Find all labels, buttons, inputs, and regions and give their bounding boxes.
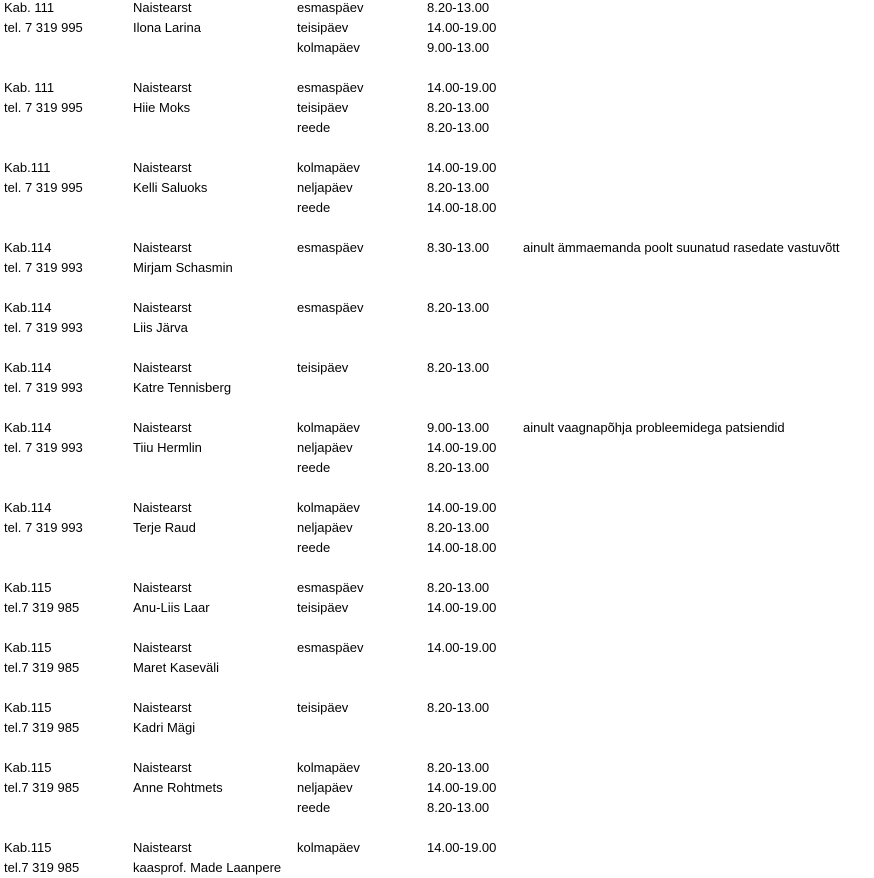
time-range: 9.00-13.00 bbox=[427, 40, 490, 55]
phone-number: tel.7 319 985 bbox=[4, 860, 80, 875]
time-range: 8.30-13.00 bbox=[427, 240, 490, 255]
weekday: esmaspäev bbox=[297, 640, 364, 655]
room-number: Kab.114 bbox=[4, 500, 52, 515]
time-range: 14.00-19.00 bbox=[427, 640, 497, 655]
weekday: teisipäev bbox=[297, 100, 349, 115]
doctor-name: Kadri Mägi bbox=[133, 720, 196, 735]
time-range: 8.20-13.00 bbox=[427, 360, 490, 375]
weekday: esmaspäev bbox=[297, 80, 364, 95]
doctor-role: Naistearst bbox=[133, 0, 192, 15]
weekday: esmaspäev bbox=[297, 300, 364, 315]
doctor-name: Mirjam Schasmin bbox=[133, 260, 233, 275]
doctor-role: Naistearst bbox=[133, 840, 192, 855]
entry-note: ainult ämmaemanda poolt suunatud rasedate vastuvõtt bbox=[523, 240, 840, 255]
weekday: kolmapäev bbox=[297, 40, 360, 55]
time-range: 14.00-19.00 bbox=[427, 20, 497, 35]
doctor-role: Naistearst bbox=[133, 640, 192, 655]
phone-number: tel. 7 319 993 bbox=[4, 520, 83, 535]
weekday: esmaspäev bbox=[297, 580, 364, 595]
weekday: reede bbox=[297, 460, 331, 475]
doctor-name: Katre Tennisberg bbox=[133, 380, 232, 395]
time-range: 14.00-18.00 bbox=[427, 540, 497, 555]
phone-number: tel. 7 319 993 bbox=[4, 260, 83, 275]
time-range: 14.00-18.00 bbox=[427, 200, 497, 215]
weekday: kolmapäev bbox=[297, 840, 360, 855]
weekday: neljapäev bbox=[297, 520, 353, 535]
doctor-name: Hiie Moks bbox=[133, 100, 191, 115]
doctor-role: Naistearst bbox=[133, 300, 192, 315]
doctor-role: Naistearst bbox=[133, 360, 192, 375]
room-number: Kab.115 bbox=[4, 760, 52, 775]
room-number: Kab.114 bbox=[4, 300, 52, 315]
weekday: reede bbox=[297, 120, 331, 135]
time-range: 14.00-19.00 bbox=[427, 440, 497, 455]
phone-number: tel. 7 319 993 bbox=[4, 320, 83, 335]
doctor-role: Naistearst bbox=[133, 160, 192, 175]
weekday: teisipäev bbox=[297, 360, 349, 375]
time-range: 9.00-13.00 bbox=[427, 420, 490, 435]
time-range: 8.20-13.00 bbox=[427, 300, 490, 315]
doctor-name: Liis Järva bbox=[133, 320, 188, 335]
room-number: Kab.114 bbox=[4, 360, 52, 375]
weekday: teisipäev bbox=[297, 700, 349, 715]
weekday: neljapäev bbox=[297, 440, 353, 455]
weekday: reede bbox=[297, 540, 331, 555]
time-range: 14.00-19.00 bbox=[427, 780, 497, 795]
weekday: esmaspäev bbox=[297, 0, 364, 15]
doctor-name: Ilona Larina bbox=[133, 20, 201, 35]
time-range: 8.20-13.00 bbox=[427, 760, 490, 775]
time-range: 8.20-13.00 bbox=[427, 460, 490, 475]
doctor-role: Naistearst bbox=[133, 80, 192, 95]
doctor-name: Anne Rohtmets bbox=[133, 780, 223, 795]
phone-number: tel. 7 319 995 bbox=[4, 20, 83, 35]
room-number: Kab.111 bbox=[4, 160, 51, 175]
room-number: Kab.114 bbox=[4, 240, 52, 255]
weekday: esmaspäev bbox=[297, 240, 364, 255]
time-range: 8.20-13.00 bbox=[427, 180, 490, 195]
doctor-name: Kelli Saluoks bbox=[133, 180, 208, 195]
time-range: 8.20-13.00 bbox=[427, 800, 490, 815]
time-range: 8.20-13.00 bbox=[427, 520, 490, 535]
phone-number: tel. 7 319 995 bbox=[4, 180, 83, 195]
time-range: 14.00-19.00 bbox=[427, 80, 497, 95]
phone-number: tel.7 319 985 bbox=[4, 600, 80, 615]
phone-number: tel.7 319 985 bbox=[4, 780, 80, 795]
room-number: Kab.114 bbox=[4, 420, 52, 435]
time-range: 8.20-13.00 bbox=[427, 0, 490, 15]
doctor-role: Naistearst bbox=[133, 580, 192, 595]
doctor-name: kaasprof. Made Laanpere bbox=[133, 860, 282, 875]
doctor-role: Naistearst bbox=[133, 420, 192, 435]
weekday: kolmapäev bbox=[297, 160, 360, 175]
doctor-name: Tiiu Hermlin bbox=[133, 440, 202, 455]
room-number: Kab.115 bbox=[4, 580, 52, 595]
room-number: Kab.115 bbox=[4, 640, 52, 655]
time-range: 14.00-19.00 bbox=[427, 500, 497, 515]
room-number: Kab. 111 bbox=[4, 0, 55, 15]
phone-number: tel.7 319 985 bbox=[4, 720, 80, 735]
doctor-role: Naistearst bbox=[133, 760, 192, 775]
weekday: reede bbox=[297, 200, 331, 215]
time-range: 14.00-19.00 bbox=[427, 600, 497, 615]
room-number: Kab.115 bbox=[4, 840, 52, 855]
phone-number: tel. 7 319 995 bbox=[4, 100, 83, 115]
time-range: 8.20-13.00 bbox=[427, 100, 490, 115]
time-range: 14.00-19.00 bbox=[427, 160, 497, 175]
time-range: 8.20-13.00 bbox=[427, 120, 490, 135]
time-range: 8.20-13.00 bbox=[427, 580, 490, 595]
weekday: neljapäev bbox=[297, 180, 353, 195]
weekday: teisipäev bbox=[297, 600, 349, 615]
doctor-role: Naistearst bbox=[133, 700, 192, 715]
time-range: 8.20-13.00 bbox=[427, 700, 490, 715]
weekday: kolmapäev bbox=[297, 760, 360, 775]
doctor-name: Maret Kaseväli bbox=[133, 660, 219, 675]
phone-number: tel. 7 319 993 bbox=[4, 380, 83, 395]
time-range: 14.00-19.00 bbox=[427, 840, 497, 855]
phone-number: tel.7 319 985 bbox=[4, 660, 80, 675]
doctor-name: Anu-Liis Laar bbox=[133, 600, 210, 615]
weekday: teisipäev bbox=[297, 20, 349, 35]
doctor-role: Naistearst bbox=[133, 500, 192, 515]
entry-note: ainult vaagnapõhja probleemidega patsiendid bbox=[523, 420, 785, 435]
room-number: Kab. 111 bbox=[4, 80, 55, 95]
weekday: reede bbox=[297, 800, 331, 815]
weekday: neljapäev bbox=[297, 780, 353, 795]
doctor-role: Naistearst bbox=[133, 240, 192, 255]
phone-number: tel. 7 319 993 bbox=[4, 440, 83, 455]
weekday: kolmapäev bbox=[297, 500, 360, 515]
weekday: kolmapäev bbox=[297, 420, 360, 435]
doctor-name: Terje Raud bbox=[133, 520, 196, 535]
room-number: Kab.115 bbox=[4, 700, 52, 715]
